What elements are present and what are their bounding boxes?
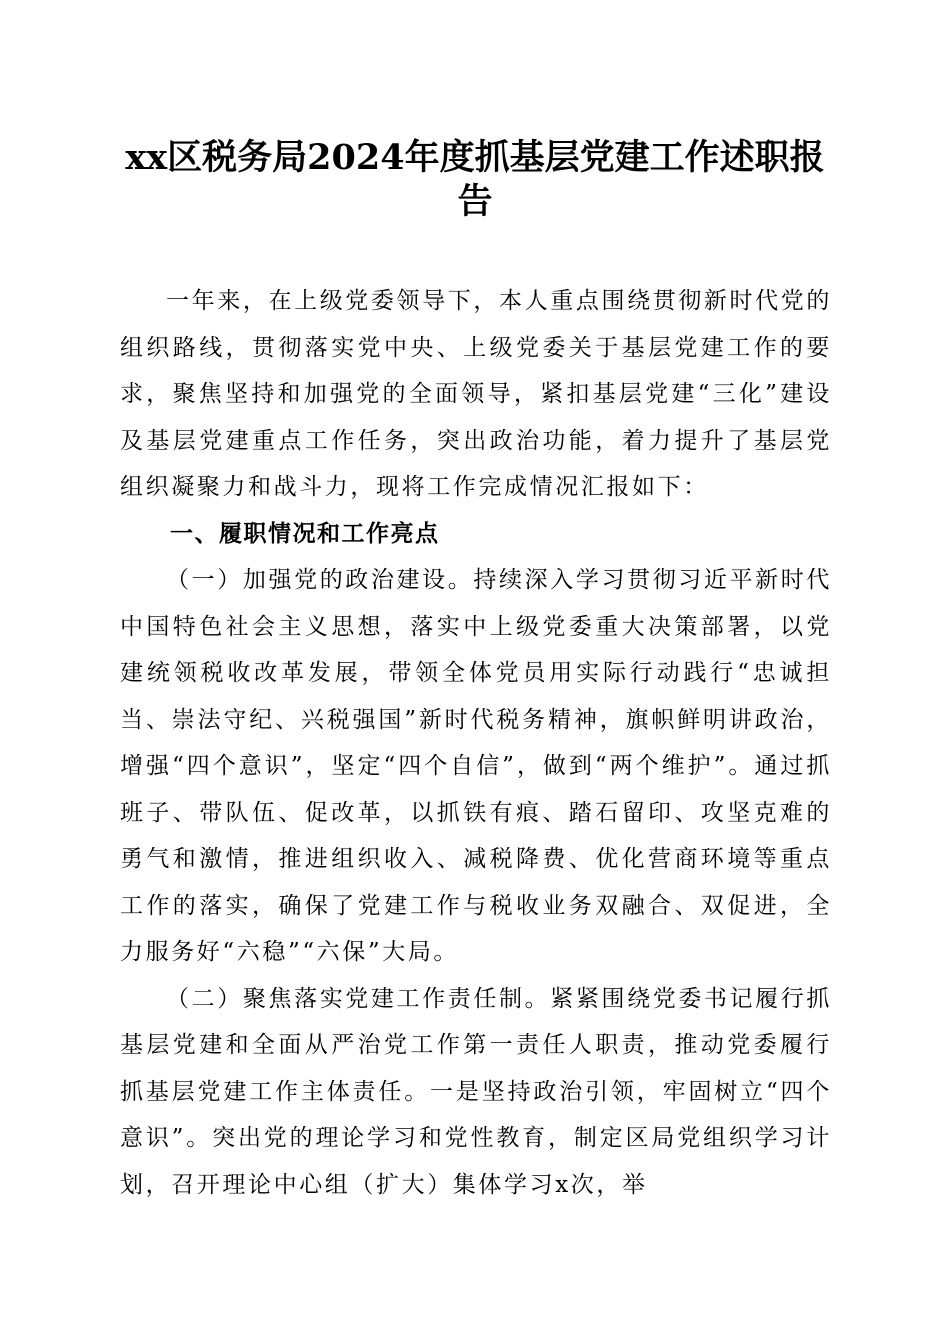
section-heading-1: 一、履职情况和工作亮点 xyxy=(170,520,440,547)
subsection-paragraph-1: （一）加强党的政治建设。持续深入学习贯彻习近平新时代中国特色社会主义思想，落实中上级党委重大决策部署，以党建统领税收改革发展，带领全体党员用实际行动践行“忠诚担当、崇法守纪、兴税强国”新时代税务精神，旗帜鲜明讲政治，增强“四个意识”，坚定“四个自信”，做到“两个维护”。通过抓班子、带队伍、促改革，以抓铁有痕、踏石留印、攻坚克难的勇气和激情，推进组织收入、减税降费、优化营商环境等重点工作的落实，确保了党建工作与税收业务双融合、双促进，全力服务好“六稳”“六保”大局。 xyxy=(120,567,832,965)
subsection-paragraph-2: （二）聚焦落实党建工作责任制。紧紧围绕党委书记履行抓基层党建和全面从严治党工作第一责任人职责，推动党委履行抓基层党建工作主体责任。一是坚持政治引领，牢固树立“四个意识”。突出党的理论学习和党性教育，制定区局党组织学习计划，召开理论中心组（扩大）集体学习x次，举 xyxy=(120,985,832,1198)
document-body xyxy=(120,278,832,1208)
intro-paragraph: 一年来，在上级党委领导下，本人重点围绕贯彻新时代党的组织路线，贯彻落实党中央、上级党委关于基层党建工作的要求，聚焦坚持和加强党的全面领导，紧扣基层党建“三化”建设及基层党建重点工作任务，突出政治功能，着力提升了基层党组织凝聚力和战斗力，现将工作完成情况汇报如下： xyxy=(120,288,832,500)
document-title: xx区税务局2024年度抓基层党建工作述职报告 xyxy=(125,137,825,222)
